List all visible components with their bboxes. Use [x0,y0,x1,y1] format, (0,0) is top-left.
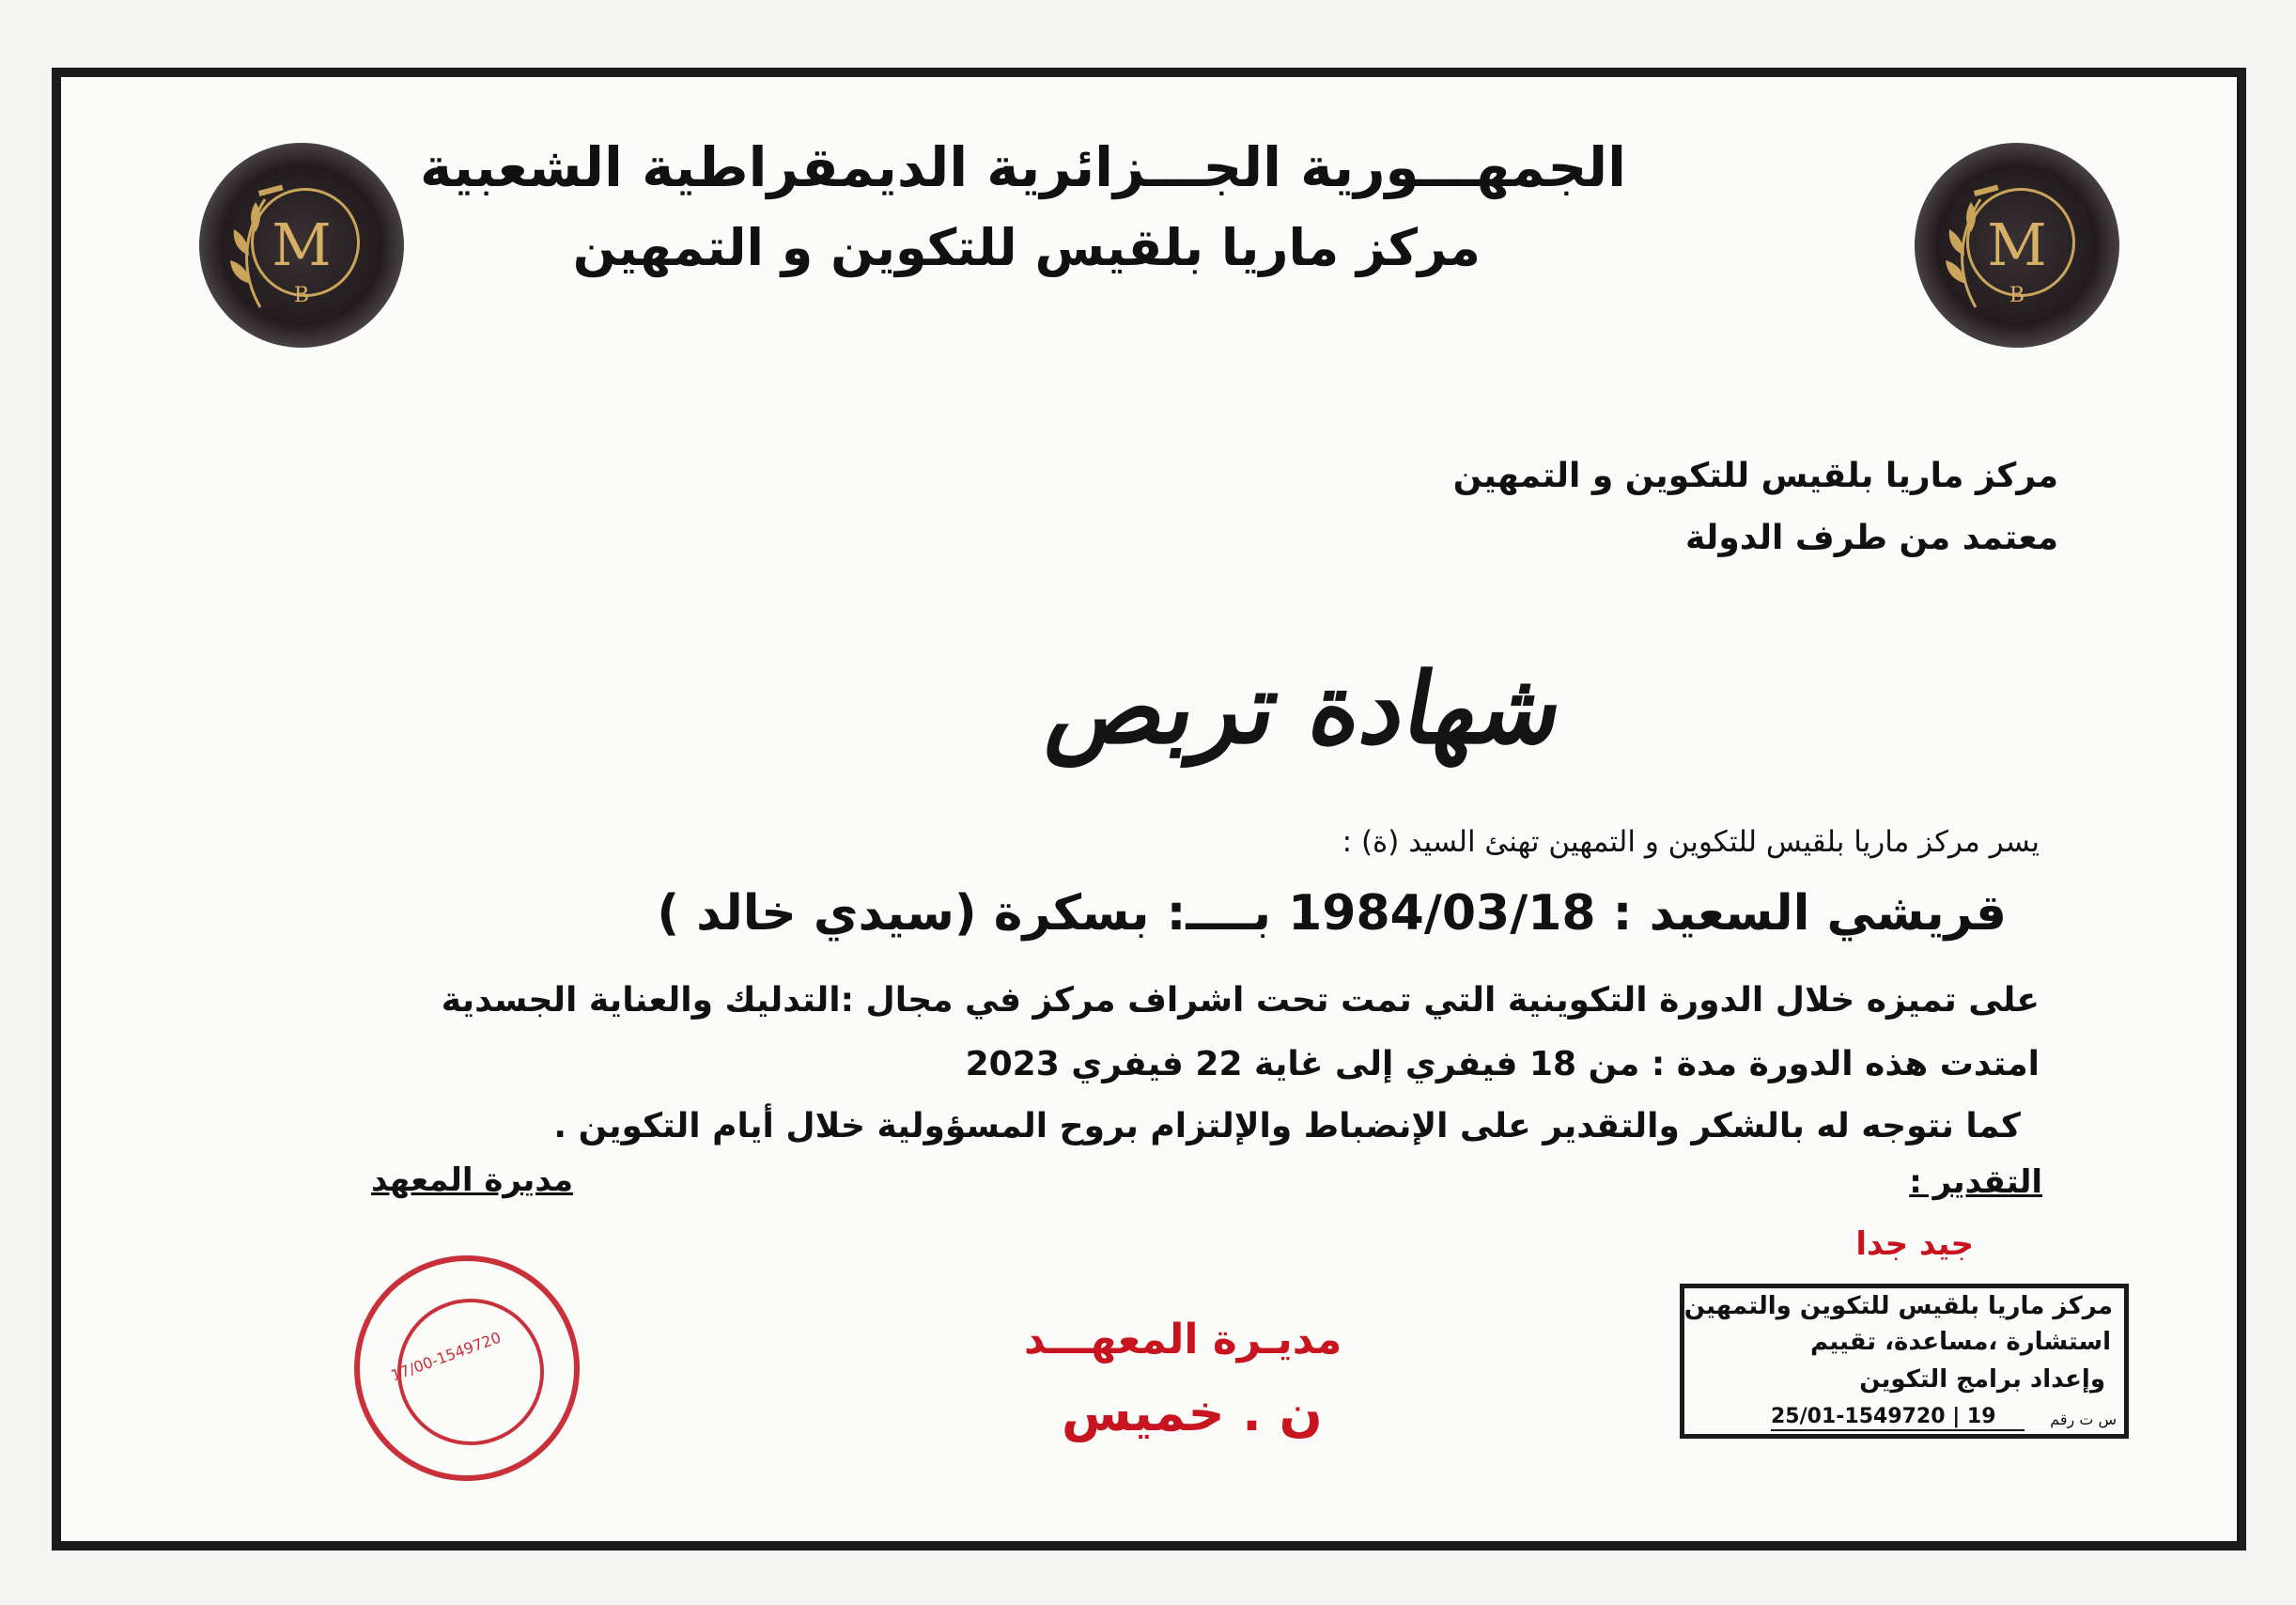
stamp-line-1: مركز ماريا بلقيس للتكوين والتمهين [1683,1292,2113,1320]
certificate-frame [52,68,2246,1550]
recipient-line: قريشي السعيد : 1984/03/18 بــــ: بسكرة (سيدي خالد ) [657,885,2007,942]
logo-monogram: M [1987,210,2047,279]
certificate-title: شهادة تربص [1038,650,1573,766]
accreditation-line: معتمد من طرف الدولة [1684,519,2058,557]
logo-monogram-sub: B [293,284,310,307]
thanks-text: كما نتوجه له بالشكر والتقدير على الإنضباط والإلتزام بروح المسؤولية خلال أيام التكوين . [553,1107,2021,1145]
training-field-text: على تميزه خلال الدورة التكوينية التي تمت تحت اشراف مركز في مجال :التدليك والعناية الجسدية [441,981,2040,1020]
logo-monogram: M [271,210,332,279]
training-duration-text: امتدت هذه الدورة مدة : من 18 فيفري إلى غاية 22 فيفري 2023 [965,1045,2040,1083]
stamp-line-2: استشارة ،مساعدة، تقييم [1809,1328,2111,1356]
center-stamp [1680,1284,2129,1439]
logo-monogram-sub: B [2009,284,2025,307]
evaluation-value: جيد جدا [1855,1225,1974,1263]
center-name-line: مركز ماريا بلقيس للتكوين و التمهين [1452,457,2058,495]
signature-name: ن . خميس [1062,1383,1323,1442]
stamp-underline [1771,1429,2025,1431]
stamp-line-3: وإعداد برامج التكوين [1859,1365,2105,1394]
director-label: مديرة المعهد [371,1161,574,1199]
stamp-reg-number: 25/01-1549720 | 19 [1771,1405,1996,1428]
center-header: مركز ماريا بلقيس للتكوين و التمهين [572,218,1481,277]
stamp-reg-label: س ت رقم [2050,1410,2117,1428]
intro-text: يسر مركز ماريا بلقيس للتكوين و التمهين تهنئ السيد (ة) : [1342,825,2040,859]
signature-title: مديـرة المعهـــد [1024,1316,1342,1363]
center-logo-right [1915,143,2119,348]
evaluation-label: التقدير : [1909,1163,2042,1201]
center-logo-left [199,143,404,348]
official-seal [354,1255,580,1481]
republic-header: الجمهـــورية الجـــزائرية الديمقراطية الشعبية [419,135,1626,199]
seal-text: 17/00-1549720 [388,1328,504,1385]
